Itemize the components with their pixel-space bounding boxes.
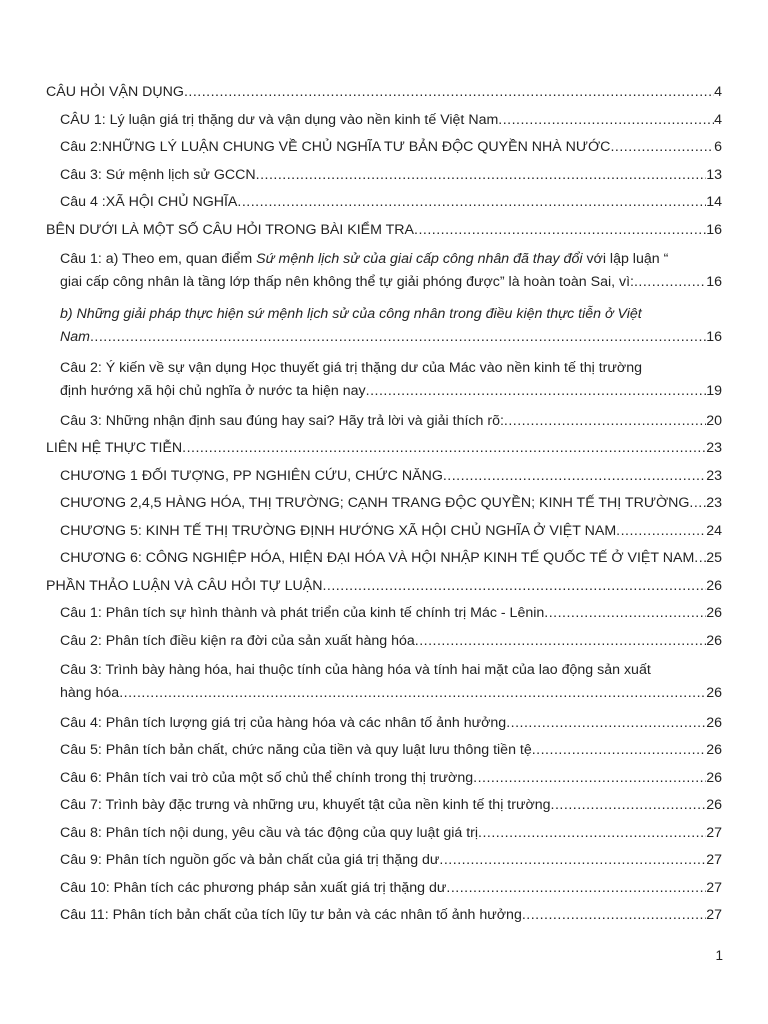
dot-leader — [443, 467, 706, 486]
toc-entry-page: 4 — [714, 111, 722, 128]
toc-entry-title-line2: Nam — [60, 328, 90, 345]
toc-entry-page: 26 — [706, 605, 722, 621]
toc-entry[interactable] — [60, 714, 722, 733]
toc-entry-page: 20 — [706, 412, 722, 429]
dot-leader — [506, 714, 706, 733]
toc-entry-page: 27 — [706, 852, 722, 868]
dot-leader — [551, 796, 707, 815]
toc-entry-page: 13 — [706, 166, 722, 183]
toc-section-entry[interactable] — [46, 439, 722, 458]
page-number: 1 — [715, 948, 723, 963]
toc-entry-title: CHƯƠNG 6: CÔNG NGHIỆP HÓA, HIỆN ĐẠI HÓA VÀ HỘI NHẬP KINH TẾ QUỐC TẾ Ở VIỆT NAM — [60, 550, 695, 566]
table-of-contents — [46, 83, 722, 934]
dot-leader — [322, 577, 706, 596]
dot-leader — [415, 632, 706, 651]
toc-entry[interactable] — [60, 248, 722, 294]
toc-entry[interactable] — [60, 522, 722, 541]
toc-entry-title-line1: Câu 2: Ý kiến về sự vận dụng Học thuyết giá trị thặng dư của Mác vào nền kinh tế thị trường — [60, 360, 642, 376]
toc-entry[interactable] — [60, 357, 722, 403]
dot-leader — [446, 879, 706, 898]
toc-entry-title: CHƯƠNG 1 ĐỐI TƯỢNG, PP NGHIÊN CỨU, CHỨC NĂNG — [60, 467, 443, 484]
toc-entry[interactable] — [60, 604, 722, 623]
toc-entry-title: Câu 2: Phân tích điều kiện ra đời của sản xuất hàng hóa — [60, 632, 415, 649]
toc-entry-page: 4 — [714, 84, 722, 100]
toc-entry[interactable] — [60, 549, 722, 568]
toc-entry[interactable] — [60, 851, 722, 870]
toc-entry-title: CÂU 1: Lý luận giá trị thặng dư và vận dụng vào nền kinh tế Việt Nam — [60, 111, 499, 128]
toc-entry[interactable] — [60, 111, 722, 130]
toc-entry-page: 26 — [706, 769, 722, 786]
dot-leader — [256, 166, 707, 185]
toc-entry-title: Câu 9: Phân tích nguồn gốc và bản chất của giá trị thặng dư — [60, 852, 440, 868]
toc-section-entry[interactable] — [46, 221, 722, 240]
dot-leader — [504, 412, 706, 431]
toc-entry-title: Câu 5: Phân tích bản chất, chức năng của tiền và quy luật lưu thông tiền tệ — [60, 742, 532, 758]
toc-entry[interactable] — [60, 632, 722, 651]
toc-entry-title-segment: Sứ mệnh lịch sử của giai cấp công nhân đã thay đổi — [256, 251, 583, 267]
dot-leader — [610, 138, 714, 157]
toc-entry-page: 16 — [706, 328, 722, 345]
dot-leader — [439, 851, 706, 870]
toc-entry-title: LIÊN HỆ THỰC TIỄN — [46, 440, 183, 456]
toc-entry[interactable] — [60, 906, 722, 925]
toc-entry-page: 6 — [714, 139, 722, 155]
toc-entry-page: 26 — [706, 577, 722, 594]
toc-entry-title-segment: Câu 1: a) Theo em, quan điểm — [60, 251, 257, 267]
toc-entry-page: 26 — [706, 742, 722, 758]
toc-entry-page: 26 — [706, 714, 722, 731]
toc-entry[interactable] — [60, 193, 722, 212]
toc-entry-page: 23 — [706, 467, 722, 484]
toc-entry[interactable] — [60, 796, 722, 815]
toc-entry-title: BÊN DƯỚI LÀ MỘT SỐ CÂU HỎI TRONG BÀI KIỂM TRA — [46, 221, 414, 238]
toc-entry-page: 14 — [706, 194, 722, 210]
toc-entry-title: Câu 11: Phân tích bản chất của tích lũy tư bản và các nhân tố ảnh hưởng — [60, 907, 522, 923]
toc-entry-page: 27 — [706, 879, 722, 896]
toc-entry-title: CÂU HỎI VẬN DỤNG — [46, 84, 184, 100]
toc-entry-title: Câu 1: Phân tích sự hình thành và phát triển của kinh tế chính trị Mác - Lênin — [60, 605, 545, 621]
toc-entry-page: 26 — [706, 797, 722, 813]
toc-entry-title-line1: b) Những giải pháp thực hiện sứ mệnh lịch sử của công nhân trong điều kiện thực tiễn ở Việt — [60, 305, 642, 322]
toc-entry-title: Câu 6: Phân tích vai trò của một số chủ thể chính trong thị trường — [60, 769, 474, 786]
dot-leader — [689, 494, 706, 513]
toc-entry[interactable] — [60, 166, 722, 185]
toc-entry[interactable] — [60, 741, 722, 760]
dot-leader — [90, 326, 706, 349]
dot-leader — [694, 549, 706, 568]
toc-entry[interactable] — [60, 138, 722, 157]
dot-leader — [616, 522, 706, 541]
toc-entry[interactable] — [60, 467, 722, 486]
toc-entry-title: Câu 4: Phân tích lượng giá trị của hàng hóa và các nhân tố ảnh hưởng — [60, 714, 507, 731]
toc-entry[interactable] — [60, 412, 722, 431]
toc-entry-title: Câu 2:NHỮNG LÝ LUẬN CHUNG VỀ CHỦ NGHĨA TƯ BẢN ĐỘC QUYỀN NHÀ NƯỚC — [60, 139, 611, 155]
toc-entry[interactable] — [60, 879, 722, 898]
toc-entry-title-line1: Câu 3: Trình bày hàng hóa, hai thuộc tính của hàng hóa và tính hai mặt của lao động sản xuất — [60, 662, 651, 678]
toc-entry[interactable] — [60, 769, 722, 788]
toc-entry-title: CHƯƠNG 2,4,5 HÀNG HÓA, THỊ TRƯỜNG; CẠNH TRANG ĐỘC QUYỀN; KINH TẾ THỊ TRƯỜNG — [60, 495, 690, 511]
toc-entry-title: Câu 8: Phân tích nội dung, yêu cầu và tác động của quy luật giá trị — [60, 824, 479, 841]
dot-leader — [414, 221, 706, 240]
dot-leader — [478, 824, 706, 843]
dot-leader — [182, 439, 706, 458]
toc-entry-title: CHƯƠNG 5: KINH TẾ THỊ TRƯỜNG ĐỊNH HƯỚNG XÃ HỘI CHỦ NGHĨA Ở VIỆT NAM — [60, 522, 617, 539]
dot-leader — [366, 380, 707, 403]
toc-entry-title-line2: hàng hóa — [60, 685, 120, 701]
toc-entry-page: 16 — [706, 221, 722, 238]
dot-leader — [184, 83, 714, 102]
toc-entry-title: Câu 10: Phân tích các phương pháp sản xuất giá trị thặng dư — [60, 879, 447, 896]
toc-entry-page: 24 — [706, 522, 722, 539]
toc-entry[interactable] — [60, 824, 722, 843]
toc-entry-title-line2: định hướng xã hội chủ nghĩa ở nước ta hiện nay — [60, 383, 366, 399]
toc-entry-page: 19 — [706, 383, 722, 399]
toc-entry[interactable] — [60, 494, 722, 513]
toc-entry-title-line1 — [60, 248, 722, 271]
toc-entry-page: 27 — [706, 907, 722, 923]
toc-entry-page: 23 — [706, 440, 722, 456]
toc-entry-title: Câu 4 :XÃ HỘI CHỦ NGHĨA — [60, 194, 238, 210]
toc-entry-page: 26 — [706, 685, 722, 701]
dot-leader — [544, 604, 706, 623]
dot-leader — [522, 906, 706, 925]
dot-leader — [634, 271, 706, 294]
dot-leader — [473, 769, 706, 788]
toc-entry-title: Câu 3: Sứ mệnh lịch sử GCCN — [60, 166, 256, 183]
dot-leader — [532, 741, 706, 760]
toc-entry-title-segment: với lập luận “ — [582, 251, 669, 267]
toc-entry-title-line2: giai cấp công nhân là tầng lớp thấp nên không thể tự giải phóng được” là hoàn toàn Sai, vì: — [60, 274, 634, 290]
toc-section-entry[interactable] — [46, 577, 722, 596]
toc-section-entry[interactable] — [46, 83, 722, 102]
toc-entry[interactable] — [60, 303, 722, 349]
toc-entry-page: 26 — [706, 632, 722, 649]
toc-entry[interactable] — [60, 659, 722, 705]
toc-entry-page: 27 — [706, 824, 722, 841]
toc-entry-title: PHẦN THẢO LUẬN VÀ CÂU HỎI TỰ LUẬN — [46, 577, 323, 594]
toc-entry-page: 23 — [706, 495, 722, 511]
toc-entry-title: Câu 7: Trình bày đặc trưng và những ưu, khuyết tật của nền kinh tế thị trường — [60, 797, 551, 813]
dot-leader — [498, 111, 714, 130]
dot-leader — [119, 682, 706, 705]
toc-entry-page: 25 — [706, 550, 722, 566]
toc-entry-title: Câu 3: Những nhận định sau đúng hay sai? Hãy trả lời và giải thích rõ: — [60, 412, 504, 429]
dot-leader — [237, 193, 706, 212]
toc-entry-page: 16 — [706, 274, 722, 290]
